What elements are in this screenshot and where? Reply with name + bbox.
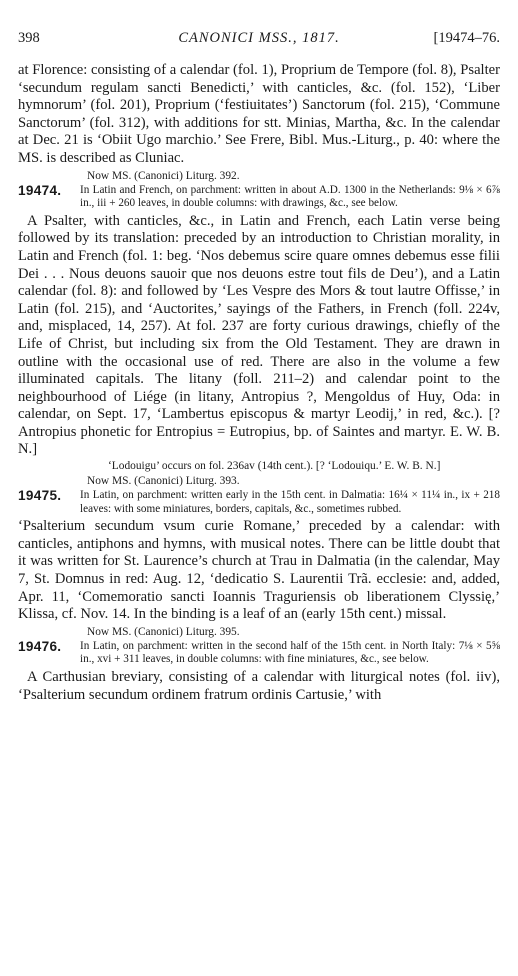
- ownership-note: ‘Lodouigu’ occurs on fol. 236av (14th cent.). [? ‘Lodouiqu.’ E. W. B. N.]: [108, 460, 441, 473]
- description-paragraph: ‘Psalterium secundum vsum curie Romane,’ preceded by a calendar: with canticles, antiphons and hymns, with musical notes. There can be little doubt that it was written for St. Laurence’s church at Trau in Dalmatia (in the calendar, May 7, St. Domnus in red: Aug. 12, ‘dedicatio S. Laurentii Trã. ecclesie: and, added, Apr. 11, ‘Comemoratio sancti Ioannis Traguriensis ob liberationem Clyssię,’ Klissa, cf. Nov. 14. In the binding is a leaf of an (early 15th cent.) missal.: [18, 518, 500, 623]
- description-paragraph: at Florence: consisting of a calendar (fol. 1), Proprium de Tempore (fol. 8), Psalter ‘secundum regulam sancti Benedicti,’ with canticles, &c. (fol. 152), ‘Liber hymnorum’ (fol. 201), Proprium (‘festiuitates’) Sanctorum (fol. 215), ‘Commune Sanctorum’ (fol. 312), with additions for stt. Minias, Martha, &c. In the calendar at Dec. 21 is ‘Obiit Ugo marchio.’ See Frere, Bibl. Mus.-Liturg., p. 40: where the MS. is described as Cluniac.: [18, 62, 500, 166]
- entry-details: In Latin, on parchment: written early in the 15th cent. in Dalmatia: 16¼ × 11¼ in., ix + 218 leaves: with some miniatures, borders, capitals, &c., sometimes rubbed.: [80, 489, 500, 515]
- shelfmark: Now MS. (Canonici) Liturg. 393.: [87, 475, 240, 488]
- entry-number: 19474.: [18, 182, 62, 198]
- running-head: [18, 30, 500, 52]
- page-number: 398: [18, 30, 40, 46]
- entry-19476: [18, 640, 500, 667]
- running-title: CANONICI MSS., 1817.: [178, 30, 340, 46]
- catalogue-page: [18, 30, 500, 704]
- entry-range: [19474–76.: [433, 30, 500, 46]
- shelfmark: Now MS. (Canonici) Liturg. 395.: [87, 625, 240, 638]
- shelfmark: Now MS. (Canonici) Liturg. 392.: [87, 169, 240, 182]
- description-paragraph: A Carthusian breviary, consisting of a calendar with liturgical notes (fol. iiv), ‘Psalterium secundum ordinem fratrum ordinis Cartusie,’ with: [18, 669, 500, 703]
- entry-details: In Latin, on parchment: written in the second half of the 15th cent. in North Italy: 7⅛ × 5⅝ in., xvi + 311 leaves, in double columns: with fine miniatures, &c., see below.: [80, 639, 500, 666]
- description-paragraph: A Psalter, with canticles, &c., in Latin and French, each Latin verse being followed by its translation: preceded by an introduction to Christian morality, in Latin and French (fol. 1: beg. ‘Nos debemus scire quare omnes debemus esse filii Dei . . . Nous deuons sauoir que nos deuons estre tout fils de Deu’), and a Latin calendar (fol. 8): and followed by ‘Les Vespre des Mors & tout lautre Offisse,’ in Latin (fol. 215), and ‘Auctorites,’ sayings of the Fathers, in French (foll. 224v, and, misplaced, 14, 257). At fol. 237 are forty curious drawings, chiefly of the Life of Christ, but including six from the Old Testament. They are drawn in outline with the occasional use of red. There are also in the volume a few illuminated capitals. The litany (foll. 211–2) and calendar point to the neighbourhood of Liége (in litany, Antropius ?, Mengoldus of Huy, Oda: in calendar, on Sept. 17, ‘Lambertus episcopus & martyr Leodij,’ in red, &c.). [? Antropius phonetic for Entropius = Eutropius, bp. of Saintes and martyr. E. W. B. N.]: [18, 212, 500, 458]
- entry-details: In Latin and French, on parchment: written in about A.D. 1300 in the Netherlands: 9⅛ × 6⅞ in., iii + 260 leaves, in double columns: with drawings, &c., see below.: [80, 183, 500, 210]
- entry-19475: [18, 489, 500, 516]
- entry-19474: [18, 184, 500, 211]
- entry-number: 19476.: [18, 638, 62, 654]
- entry-number: 19475.: [18, 488, 62, 504]
